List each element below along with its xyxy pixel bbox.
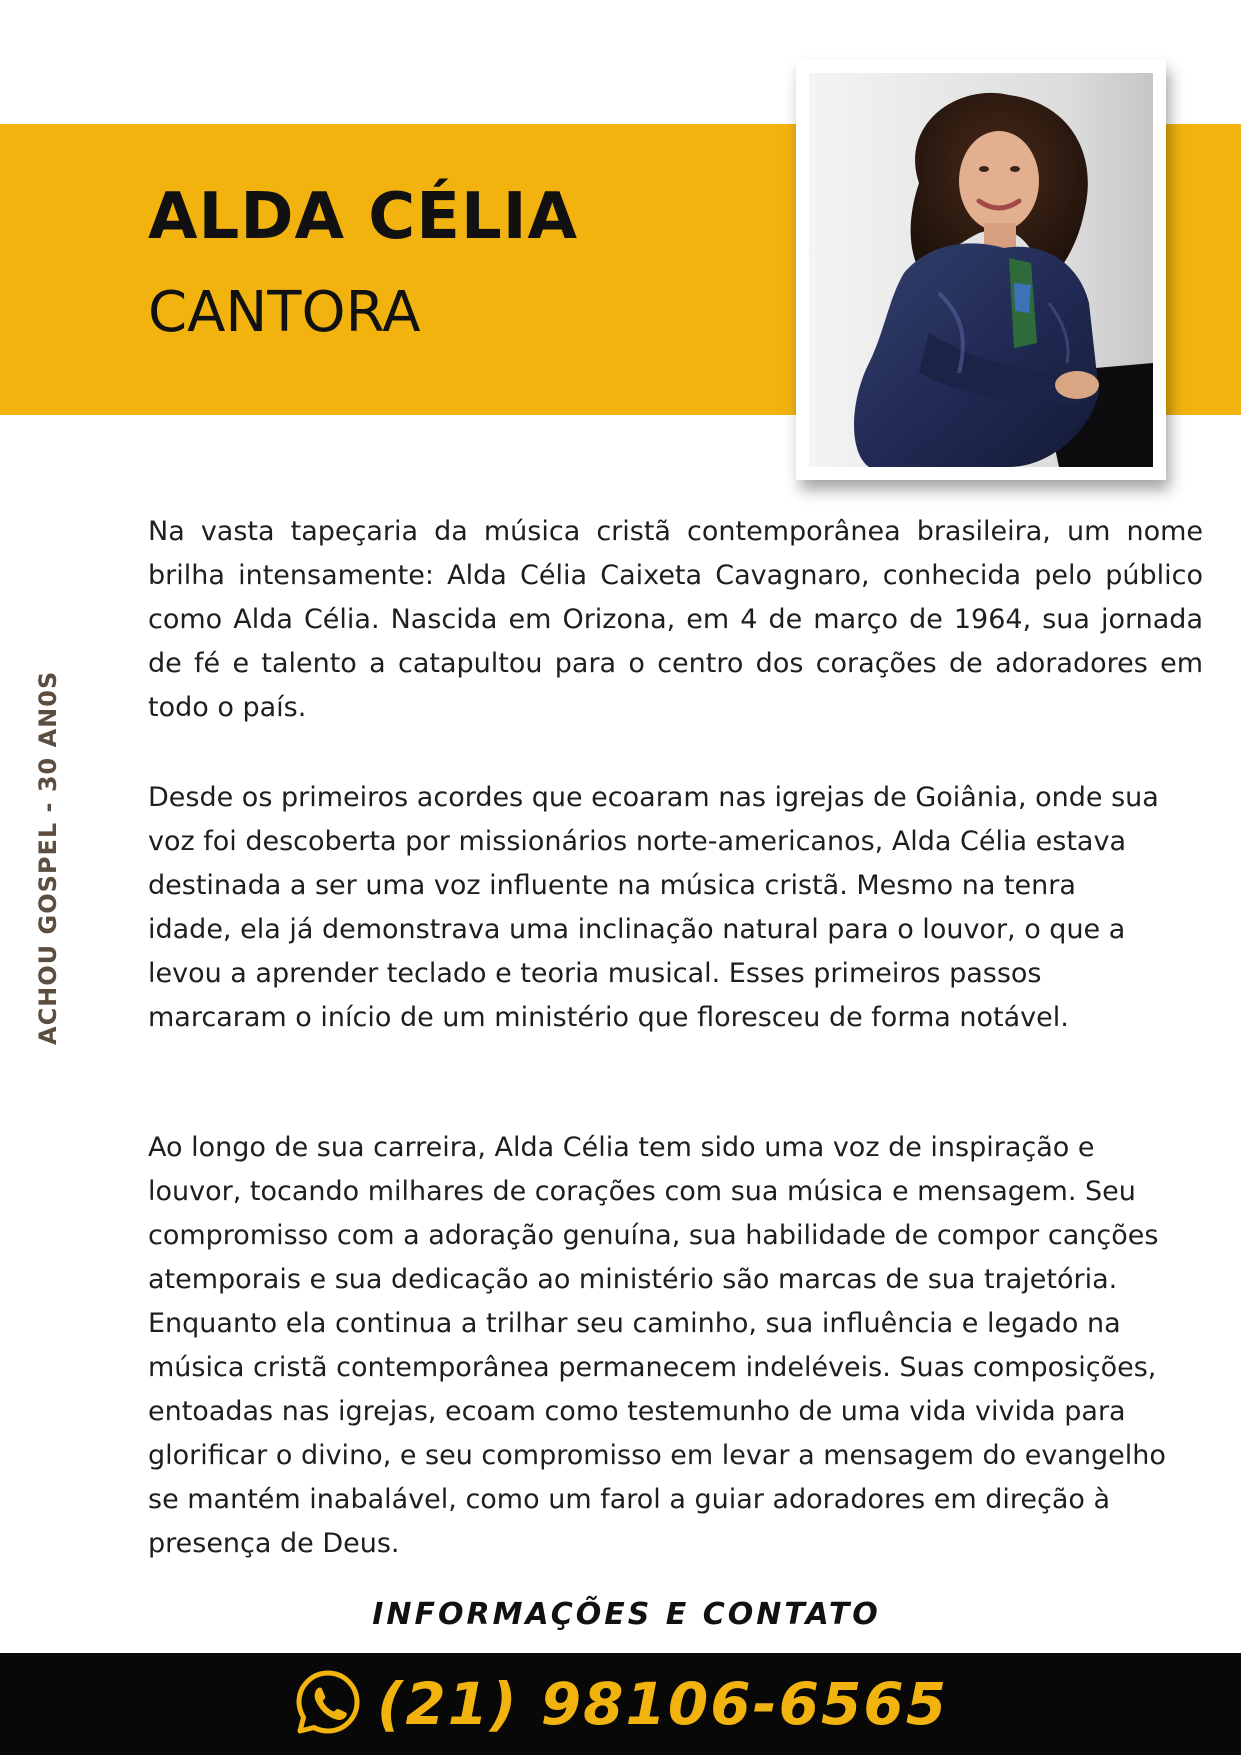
phone-number[interactable]: (21) 98106-6565 xyxy=(376,1670,949,1738)
side-label: ACHOU GOSPEL - 30 AN0S xyxy=(34,670,62,1045)
contact-bar xyxy=(0,1653,1241,1755)
bio-paragraph-1: Na vasta tapeçaria da música cristã contemporânea brasileira, um nome brilha intensamente: Alda Célia Caixeta Cavagnaro, conhecida pelo público como Alda Célia. Nascida em Orizona, em 4 de março de 1964, sua jornada de fé e talento a catapultou para o centro dos corações de adoradores em todo o país. xyxy=(148,516,1203,723)
bio-paragraph-3: Ao longo de sua carreira, Alda Célia tem sido uma voz de inspiração e louvor, tocando milhares de corações com sua música e mensagem. Seu compromisso com a adoração genuína, sua habilidade de compor canções atemporais e sua dedicação ao ministério são marcas de sua trajetória. Enquanto ela continua a trilhar seu caminho, sua influência e legado na música cristã contemporânea permanecem indeléveis. Suas composições, entoadas nas igrejas, ecoam como testemunho de uma vida vivida para glorificar o divino, e seu compromisso em levar a mensagem do evangelho se mantém inabalável, como um farol a guiar adoradores em direção à presença de Deus. xyxy=(148,1132,1166,1559)
portrait-photo xyxy=(796,60,1166,480)
bio-paragraph-2: Desde os primeiros acordes que ecoaram nas igrejas de Goiânia, onde sua voz foi descoberta por missionários norte-americanos, Alda Célia estava destinada a ser uma voz influente na música cristã. Mesmo na tenra idade, ela já demonstrava uma inclinação natural para o louvor, o que a levou a aprender teclado e teoria musical. Esses primeiros passos marcaram o início de um ministério que floresceu de forma notável. xyxy=(148,782,1159,1033)
contact-heading-text: INFORMAÇÕES E CONTATO xyxy=(372,1597,881,1632)
artist-role: CANTORA xyxy=(148,280,421,345)
phone-contact[interactable] xyxy=(0,1653,1241,1755)
whatsapp-icon xyxy=(293,1667,363,1741)
portrait-image xyxy=(809,73,1153,467)
contact-heading xyxy=(0,1597,1241,1632)
artist-name: ALDA CÉLIA xyxy=(148,180,579,254)
